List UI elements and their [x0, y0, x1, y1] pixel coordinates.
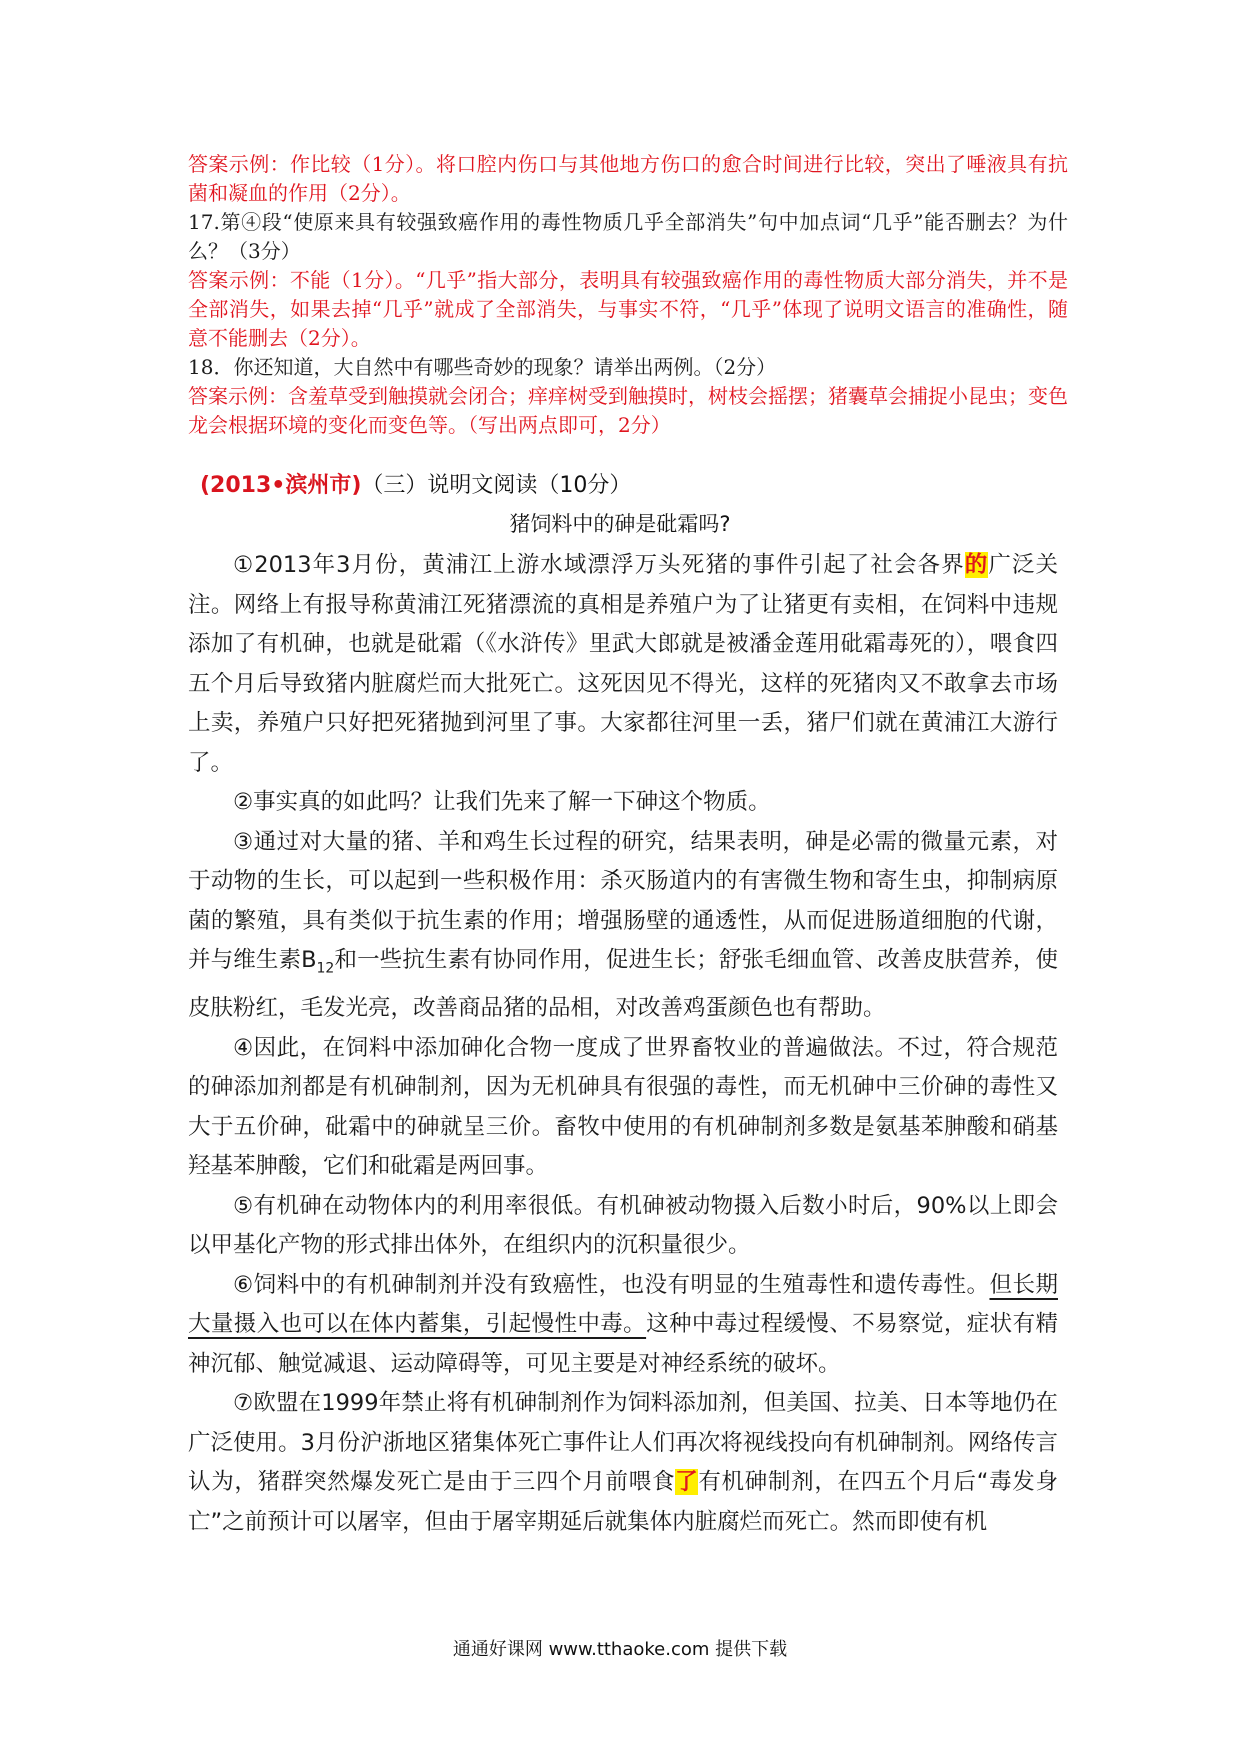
- paragraph-6-text-cont: 这种中毒过程缓慢、不易察觉，症状有精神沉郁、触觉减退、运动障碍等，可见主要是对神经系统的破坏。: [188, 1311, 1058, 1377]
- paragraph-7: [188, 1384, 1058, 1542]
- subscript: 12: [316, 960, 335, 977]
- article-title: 猪饲料中的砷是砒霜吗?: [509, 512, 731, 536]
- question-18: 18．你还知道，大自然中有哪些奇妙的现象？请举出两例。（2分）: [188, 355, 777, 379]
- answer-18: 答案示例：含羞草受到触摸就会闭合；痒痒树受到触摸时，树枝会摇摆；猪囊草会捕捉小昆虫；变色龙会根据环境的变化而变色等。（写出两点即可，2分）: [188, 384, 1068, 437]
- paragraph-3-text-cont: 和一些抗生素有协同作用，促进生长；舒张毛细血管、改善皮肤营养，使皮肤粉红，毛发光亮，改善商品猪的品相，对改善鸡蛋颜色也有帮助。: [188, 947, 1058, 1021]
- paragraph-4: ④因此，在饲料中添加砷化合物一度成了世界畜牧业的普遍做法。不过，符合规范的砷添加剂都是有机砷制剂，因为无机砷具有很强的毒性，而无机砷中三价砷的毒性又大于五价砷，砒霜中的砷就呈三价。畜牧中使用的有机砷制剂多数是氨基苯胂酸和硝基羟基苯胂酸，它们和砒霜是两回事。: [188, 1034, 1058, 1179]
- highlighted-word: 的: [964, 552, 989, 578]
- paragraph-1-text: ①2013年3月份，黄浦江上游水域漂浮万头死猪的事件引起了社会各界: [233, 552, 965, 578]
- underlined-sentence: 但长期大量摄入也可以在体内蓄集，引起慢性中毒。: [188, 1271, 1058, 1337]
- paragraph-6-text: ⑥饲料中的有机砷制剂并没有致癌性，也没有明显的生殖毒性和遗传毒性。: [233, 1271, 990, 1298]
- paragraph-3-text: ③通过对大量的猪、羊和鸡生长过程的研究，结果表明，砷是必需的微量元素，对于动物的生长，可以起到一些积极作用：杀灭肠道内的有害微生物和寄生虫，抑制病原菌的繁殖，具有类似于抗生素的作用；增强肠壁的通透性，从而促进肠道细胞的代谢，并与维生素B: [188, 828, 1058, 973]
- paragraph-3: [188, 823, 1058, 1029]
- paragraph-7-text: ⑦欧盟在1999年禁止将有机砷制剂作为饲料添加剂，但美国、拉美、日本等地仍在广泛使用。3月份沪浙地区猪集体死亡事件让人们再次将视线投向有机砷制剂。网络传言认为，猪群突然爆发死亡是由于三四个月前喂食: [188, 1390, 1058, 1495]
- answer-16: 答案示例：作比较（1分）。将口腔内伤口与其他地方伤口的愈合时间进行比较，突出了唾液具有抗菌和凝血的作用（2分）。: [188, 152, 1068, 205]
- paragraph-1-text-cont: 广泛关注。网络上有报导称黄浦江死猪漂流的真相是养殖户为了让猪更有卖相，在饲料中违规添加了有机砷，也就是砒霜（《水浒传》里武大郎就是被潘金莲用砒霜毒死的），喂食四五个月后导致猪内脏腐烂而大批死亡。这死因见不得光，这样的死猪肉又不敢拿去市场上卖，养殖户只好把死猪抛到河里了事。大家都往河里一丢，猪尸们就在黄浦江大游行了。: [188, 552, 1058, 776]
- page-footer: 通通好课网 www.tthaoke.com 提供下载: [452, 1639, 788, 1660]
- paragraph-5: ⑤有机砷在动物体内的利用率很低。有机砷被动物摄入后数小时后，90%以上即会以甲基化产物的形式排出体外，在组织内的沉积量很少。: [188, 1192, 1058, 1258]
- question-17: 17.第④段“使原来具有较强致癌作用的毒性物质几乎全部消失”句中加点词“几乎”能否删去？为什么？（3分）: [188, 210, 1068, 263]
- section-source: (2013•滨州市): [200, 473, 362, 498]
- paragraph-2: ②事实真的如此吗？让我们先来了解一下砷这个物质。: [233, 789, 771, 815]
- paragraph-1: [188, 546, 1058, 783]
- paragraph-6: [188, 1266, 1058, 1385]
- answer-17: 答案示例：不能（1分）。“几乎”指大部分，表明具有较强致癌作用的毒性物质大部分消失，并不是全部消失，如果去掉“几乎”就成了全部消失，与事实不符，“几乎”体现了说明文语言的准确性，随意不能删去（2分）。: [188, 268, 1068, 350]
- answer-section: [188, 150, 1068, 440]
- section-title: （三）说明文阅读（10分）: [361, 473, 632, 498]
- article-body: [188, 546, 1058, 1542]
- highlighted-word: 了: [675, 1469, 699, 1495]
- section-heading: [200, 468, 631, 499]
- paragraph-7-text-cont: 有机砷制剂，在四五个月后“毒发身亡”之前预计可以屠宰，但由于屠宰期延后就集体内脏腐烂而死亡。然而即使有机: [188, 1469, 1058, 1535]
